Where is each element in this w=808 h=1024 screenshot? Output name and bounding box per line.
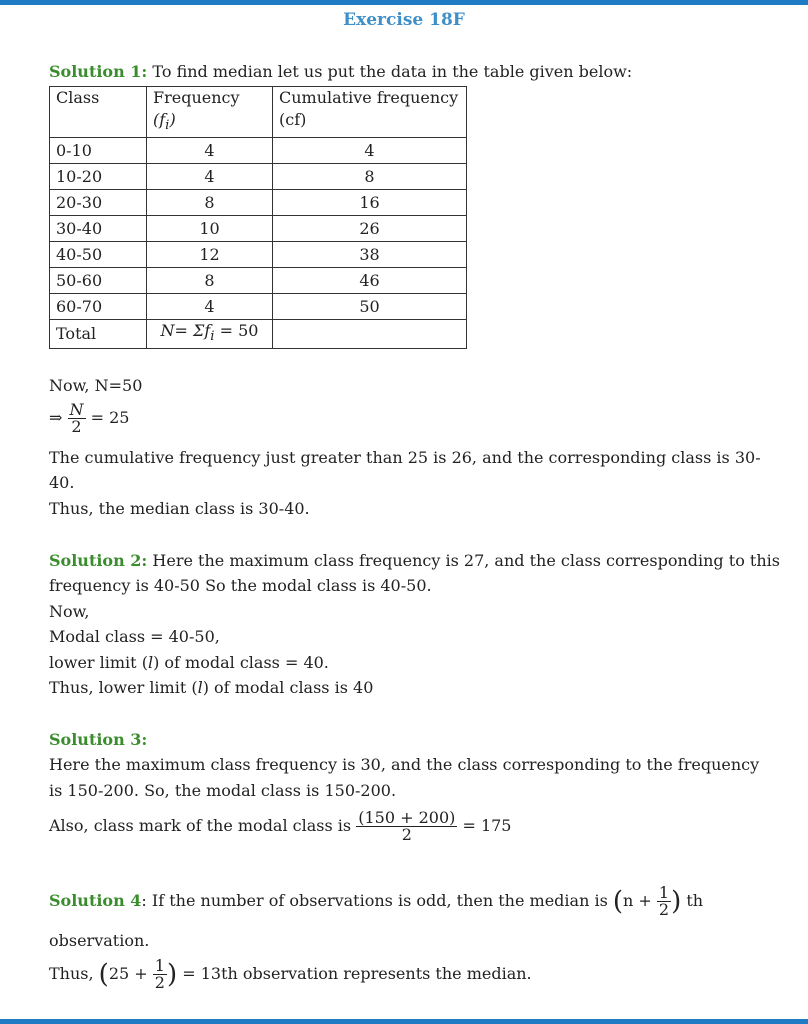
cell-class: 0-10 xyxy=(50,138,147,164)
cell-cf: 4 xyxy=(273,138,467,164)
solution4-line2: observation. xyxy=(49,931,150,950)
solution1-cf-line1: The cumulative frequency just greater than 25 is 26, and the corresponding class is 30- xyxy=(49,448,761,467)
solution1-label: Solution 1: xyxy=(49,62,148,81)
solution2-line6: Thus, lower limit (l) of modal class is 40 xyxy=(49,678,374,697)
table-row xyxy=(50,216,467,242)
cell-cf: 16 xyxy=(273,190,467,216)
cell-cf: 38 xyxy=(273,242,467,268)
cell-cf: 50 xyxy=(273,294,467,320)
solution4-line3: Thus, (25 + $\frac{1}{2}$ ) = 13th observation represents the median. xyxy=(49,956,532,992)
page-title: Exercise 18F xyxy=(343,10,465,30)
fraction-one-half: $\frac{1}{2}$ xyxy=(658,883,670,919)
cell-class: 30-40 xyxy=(50,216,147,242)
solution2-line2: frequency is 40-50 So the modal class is 40-50. xyxy=(49,576,432,595)
top-border xyxy=(0,0,808,5)
cell-class: 20-30 xyxy=(50,190,147,216)
solution3-label: Solution 3: xyxy=(49,730,148,749)
cell-frequency: 4 xyxy=(147,164,273,190)
solution1-half-n: ⇒ $\frac{N}{2}$ = 25 xyxy=(49,400,130,436)
solution4-line1: Solution 4: If the number of observations is odd, then the median is (n + $\frac{1}{2}$ ) th xyxy=(49,883,704,919)
cell-class: 10-20 xyxy=(50,164,147,190)
fraction-one-half-2: $\frac{1}{2}$ xyxy=(154,956,165,992)
cell-frequency: 12 xyxy=(147,242,273,268)
solution3-line2: is 150-200. So, the modal class is 150-200. xyxy=(49,781,397,800)
header-cumulative-frequency: Cumulative frequency (cf) xyxy=(273,87,467,138)
cell-total-cf xyxy=(273,320,467,349)
cell-total-value: $N= \Sigma f_i = 50$ xyxy=(147,320,273,349)
solution1-intro-text: To find median let us put the data in the table given below: xyxy=(147,62,633,81)
solution1-median-class: Thus, the median class is 30-40. xyxy=(49,499,310,518)
solution2-label: Solution 2: xyxy=(49,551,148,570)
table-row xyxy=(50,190,467,216)
solution3-line1: Here the maximum class frequency is 30, and the class corresponding to the frequency xyxy=(49,755,760,774)
solution1-now: Now, N=50 xyxy=(49,376,143,395)
bottom-border xyxy=(0,1019,808,1024)
frequency-table xyxy=(49,86,467,349)
solution1-cf-line2: 40. xyxy=(49,473,75,492)
table-row xyxy=(50,138,467,164)
table-row xyxy=(50,164,467,190)
cell-frequency: 8 xyxy=(147,268,273,294)
cell-cf: 8 xyxy=(273,164,467,190)
solution2-line1: Solution 2: Here the maximum class frequency is 27, and the class corresponding to this xyxy=(49,551,780,570)
table-row xyxy=(50,242,467,268)
solution1-intro xyxy=(49,62,632,82)
cell-frequency: 4 xyxy=(147,294,273,320)
header-frequency: Frequency $(f_i)$ xyxy=(147,87,273,138)
cell-total-label: Total xyxy=(50,320,147,349)
table-header-row xyxy=(50,87,467,138)
cell-class: 60-70 xyxy=(50,294,147,320)
table-total-row xyxy=(50,320,467,349)
table-row xyxy=(50,268,467,294)
table-row xyxy=(50,294,467,320)
fraction-class-mark: $\frac{(150 + 200)}{2}$ xyxy=(358,808,456,844)
solution2-line5: lower limit (l) of modal class = 40. xyxy=(49,653,329,672)
cell-cf: 26 xyxy=(273,216,467,242)
cell-frequency: 10 xyxy=(147,216,273,242)
solution2-line3: Now, xyxy=(49,602,90,621)
cell-frequency: 4 xyxy=(147,138,273,164)
cell-frequency: 8 xyxy=(147,190,273,216)
solution3-line3: Also, class mark of the modal class is $\frac{(150 + 200)}{2}$ = 175 xyxy=(49,808,512,844)
solution4-label: Solution 4 xyxy=(49,891,142,910)
solution2-line4: Modal class = 40-50, xyxy=(49,627,220,646)
fraction-n-over-2: $\frac{N}{2}$ xyxy=(69,400,84,436)
cell-class: 40-50 xyxy=(50,242,147,268)
cell-cf: 46 xyxy=(273,268,467,294)
cell-class: 50-60 xyxy=(50,268,147,294)
header-class: Class xyxy=(50,87,147,138)
